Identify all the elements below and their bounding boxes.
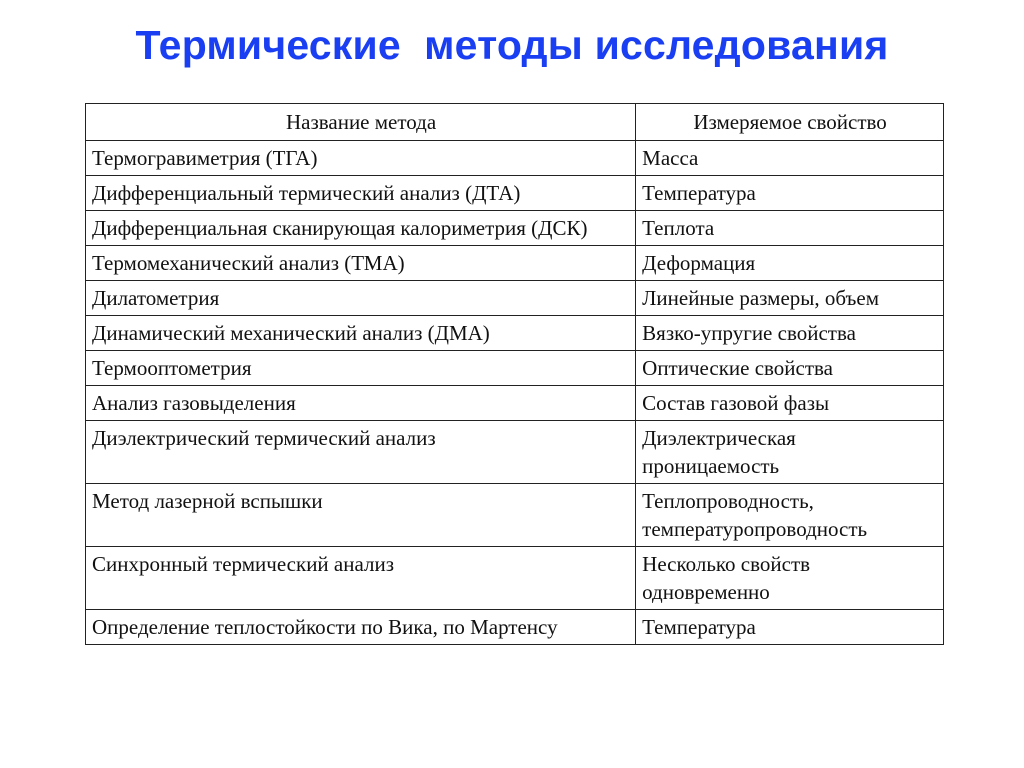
- property-cell: Температура: [636, 176, 944, 211]
- property-cell: Деформация: [636, 246, 944, 281]
- property-cell: Масса: [636, 141, 944, 176]
- table-row: [86, 316, 944, 351]
- table-row: [86, 386, 944, 421]
- table-row: [86, 484, 944, 547]
- property-cell: Линейные размеры, объем: [636, 281, 944, 316]
- table-row: [86, 547, 944, 610]
- page-title: Термические методы исследования: [135, 22, 889, 68]
- column-header-method: Название метода: [86, 104, 636, 141]
- column-header-property: Измеряемое свойство: [636, 104, 944, 141]
- table-row: [86, 211, 944, 246]
- property-cell: Теплопроводность, температуропроводность: [636, 484, 944, 547]
- property-cell: Диэлектрическая проницаемость: [636, 421, 944, 484]
- table-row: [86, 610, 944, 645]
- method-cell: Анализ газовыделения: [86, 386, 636, 421]
- method-cell: Метод лазерной вспышки: [86, 484, 636, 547]
- method-cell: Диэлектрический термический анализ: [86, 421, 636, 484]
- method-cell: Дифференциальная сканирующая калориметрия (ДСК): [86, 211, 636, 246]
- table-row: [86, 141, 944, 176]
- method-cell: Термогравиметрия (ТГА): [86, 141, 636, 176]
- property-cell: Состав газовой фазы: [636, 386, 944, 421]
- table-row: [86, 421, 944, 484]
- table-row: [86, 176, 944, 211]
- method-cell: Определение теплостойкости по Вика, по Мартенсу: [86, 610, 636, 645]
- property-cell: Оптические свойства: [636, 351, 944, 386]
- property-cell: Теплота: [636, 211, 944, 246]
- method-cell: Дилатометрия: [86, 281, 636, 316]
- method-cell: Термомеханический анализ (ТМА): [86, 246, 636, 281]
- table-header-row: [86, 104, 944, 141]
- method-cell: Динамический механический анализ (ДМА): [86, 316, 636, 351]
- methods-table: [85, 103, 944, 645]
- method-cell: Дифференциальный термический анализ (ДТА): [86, 176, 636, 211]
- property-cell: Вязко-упругие свойства: [636, 316, 944, 351]
- method-cell: Термооптометрия: [86, 351, 636, 386]
- table-row: [86, 351, 944, 386]
- table-row: [86, 281, 944, 316]
- property-cell: Несколько свойств одновременно: [636, 547, 944, 610]
- property-cell: Температура: [636, 610, 944, 645]
- method-cell: Синхронный термический анализ: [86, 547, 636, 610]
- table-row: [86, 246, 944, 281]
